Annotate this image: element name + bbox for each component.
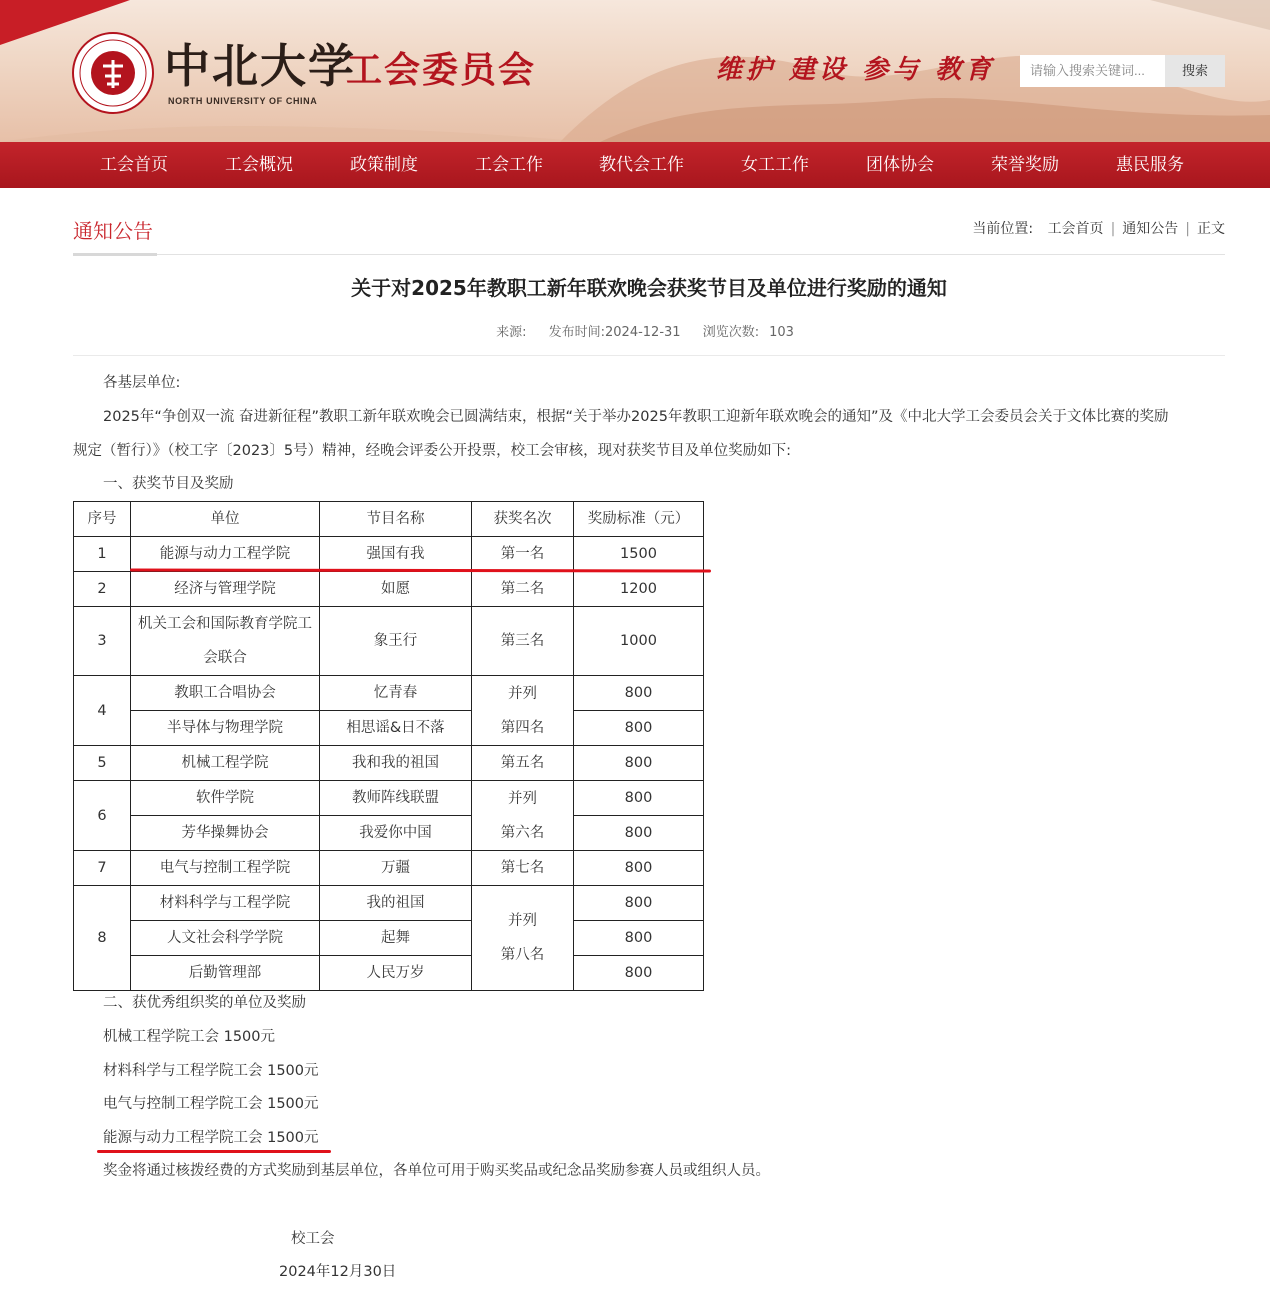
publish-date: 发布时间:2024-12-31 — [548, 325, 681, 340]
cell-unit: 芳华操舞协会 — [131, 816, 320, 851]
cell-no: 7 — [74, 851, 131, 886]
org-award-item: 能源与动力工程学院工会 1500元 — [103, 1130, 319, 1146]
breadcrumb: 当前位置: 工会首页 | 通知公告 | 正文 — [972, 221, 1225, 237]
university-seal-icon[interactable] — [72, 32, 154, 114]
cell-rank: 第五名 — [472, 746, 574, 781]
cell-program: 我和我的祖国 — [320, 746, 472, 781]
header-banner — [0, 0, 1270, 142]
header-cell: 获奖名次 — [472, 502, 574, 537]
nav-item-services[interactable]: 惠民服务 — [1116, 155, 1184, 175]
main-nav — [0, 142, 1270, 188]
breadcrumb-home[interactable]: 工会首页 — [1047, 221, 1104, 237]
table-row — [74, 921, 704, 956]
table-row — [74, 572, 704, 607]
cell-amount: 800 — [574, 886, 704, 921]
table-row — [74, 781, 704, 816]
header-cell: 序号 — [74, 502, 131, 537]
table-row — [74, 711, 704, 746]
slogan: 维护 建设 参与 教育 — [716, 55, 996, 85]
article-title: 关于对2025年教职工新年联欢晚会获奖节目及单位进行奖励的通知 — [351, 276, 947, 300]
cell-program: 相思谣&日不落 — [320, 711, 472, 746]
cell-rank: 并列 第四名 — [472, 676, 574, 746]
source-label: 来源: — [496, 325, 527, 340]
cell-unit: 材料科学与工程学院 — [131, 886, 320, 921]
breadcrumb-current: 正文 — [1197, 221, 1225, 237]
header-cell: 节目名称 — [320, 502, 472, 537]
table-row — [74, 886, 704, 921]
section-2-heading: 二、获优秀组织奖的单位及奖励 — [103, 995, 306, 1011]
cell-amount: 1500 — [574, 537, 704, 572]
nav-item-overview[interactable]: 工会概况 — [225, 155, 293, 175]
org-award-item: 材料科学与工程学院工会 1500元 — [103, 1063, 319, 1079]
cell-rank: 第一名 — [472, 537, 574, 572]
org-award-item: 机械工程学院工会 1500元 — [103, 1029, 276, 1045]
cell-amount: 800 — [574, 781, 704, 816]
cell-no: 3 — [74, 607, 131, 676]
article-meta — [0, 323, 1270, 343]
cell-rank: 第二名 — [472, 572, 574, 607]
closing-text: 奖金将通过核拨经费的方式奖励到基层单位，各单位可用于购买奖品或纪念品奖励参赛人员或组织人员。 — [103, 1163, 770, 1179]
cell-program: 强国有我 — [320, 537, 472, 572]
cell-unit: 教职工合唱协会 — [131, 676, 320, 711]
cell-program: 起舞 — [320, 921, 472, 956]
cell-unit: 电气与控制工程学院 — [131, 851, 320, 886]
cell-unit: 人文社会科学学院 — [131, 921, 320, 956]
table-row — [74, 851, 704, 886]
table-header-row — [74, 502, 704, 537]
cell-no: 2 — [74, 572, 131, 607]
cell-amount: 800 — [574, 921, 704, 956]
cell-program: 我的祖国 — [320, 886, 472, 921]
cell-amount: 800 — [574, 676, 704, 711]
cell-no: 5 — [74, 746, 131, 781]
nav-item-women[interactable]: 女工工作 — [741, 155, 809, 175]
cell-no: 4 — [74, 676, 131, 746]
signature: 校工会 — [291, 1231, 335, 1247]
intro-line-1: 2025年“争创双一流 奋进新征程”教职工新年联欢晚会已圆满结束，根据“关于举办2025年教职工迎新年联欢晚会的通知”及《中北大学工会委员会关于文体比赛的奖励 — [103, 409, 1169, 425]
nav-item-home[interactable]: 工会首页 — [100, 155, 168, 175]
cell-amount: 800 — [574, 816, 704, 851]
cell-unit: 机关工会和国际教育学院工 会联合 — [131, 607, 320, 676]
awards-table — [73, 501, 704, 991]
org-award-item: 电气与控制工程学院工会 1500元 — [103, 1096, 319, 1112]
cell-unit: 后勤管理部 — [131, 956, 320, 991]
signature-date: 2024年12月30日 — [279, 1264, 397, 1280]
cell-amount: 1000 — [574, 607, 704, 676]
cell-amount: 800 — [574, 956, 704, 991]
table-row — [74, 816, 704, 851]
cell-no: 8 — [74, 886, 131, 991]
cell-rank: 第七名 — [472, 851, 574, 886]
cell-amount: 1200 — [574, 572, 704, 607]
table-row — [74, 607, 704, 676]
cell-no: 6 — [74, 781, 131, 851]
university-logo-text[interactable]: 中北大学 — [164, 39, 356, 93]
cell-rank: 并列 第八名 — [472, 886, 574, 991]
breadcrumb-label: 当前位置: — [972, 221, 1034, 237]
intro-line-2: 规定（暂行）》（校工字〔2023〕5号）精神，经晚会评委公开投票，校工会审核，现对获奖节目及单位奖励如下: — [73, 443, 792, 459]
cell-unit: 经济与管理学院 — [131, 572, 320, 607]
cell-rank: 并列 第六名 — [472, 781, 574, 851]
cell-amount: 800 — [574, 746, 704, 781]
cell-program: 象王行 — [320, 607, 472, 676]
table-row — [74, 746, 704, 781]
nav-item-union-work[interactable]: 工会工作 — [475, 155, 543, 175]
university-english-name: NORTH UNIVERSITY OF CHINA — [168, 96, 318, 106]
cell-unit: 软件学院 — [131, 781, 320, 816]
site-name: 工会委员会 — [346, 49, 537, 91]
cell-unit: 能源与动力工程学院 — [131, 537, 320, 572]
section-divider — [73, 254, 1225, 255]
cell-program: 教师阵线联盟 — [320, 781, 472, 816]
cell-program: 万疆 — [320, 851, 472, 886]
cell-program: 忆青春 — [320, 676, 472, 711]
nav-item-associations[interactable]: 团体协会 — [866, 155, 934, 175]
search-input[interactable]: 请输入搜索关键词... — [1020, 55, 1165, 87]
nav-item-policy[interactable]: 政策制度 — [350, 155, 418, 175]
cell-unit: 半导体与物理学院 — [131, 711, 320, 746]
header-cell: 单位 — [131, 502, 320, 537]
greeting: 各基层单位: — [103, 375, 181, 391]
section-1-heading: 一、获奖节目及奖励 — [103, 476, 234, 492]
search-button[interactable]: 搜索 — [1165, 55, 1225, 87]
meta-divider — [73, 355, 1225, 356]
table-row — [74, 537, 704, 572]
header-cell: 奖励标准（元） — [574, 502, 704, 537]
cell-program: 人民万岁 — [320, 956, 472, 991]
cell-program: 我爱你中国 — [320, 816, 472, 851]
nav-item-congress[interactable]: 教代会工作 — [599, 155, 684, 175]
breadcrumb-notices[interactable]: 通知公告 — [1122, 221, 1179, 237]
cell-unit: 机械工程学院 — [131, 746, 320, 781]
cell-no: 1 — [74, 537, 131, 572]
nav-item-honors[interactable]: 荣誉奖励 — [991, 155, 1059, 175]
cell-amount: 800 — [574, 711, 704, 746]
section-title-underline — [73, 253, 157, 256]
view-count: 浏览次数: 103 — [702, 325, 794, 340]
table-row — [74, 676, 704, 711]
section-title: 通知公告 — [73, 219, 153, 243]
cell-program: 如愿 — [320, 572, 472, 607]
cell-amount: 800 — [574, 851, 704, 886]
cell-rank: 第三名 — [472, 607, 574, 676]
